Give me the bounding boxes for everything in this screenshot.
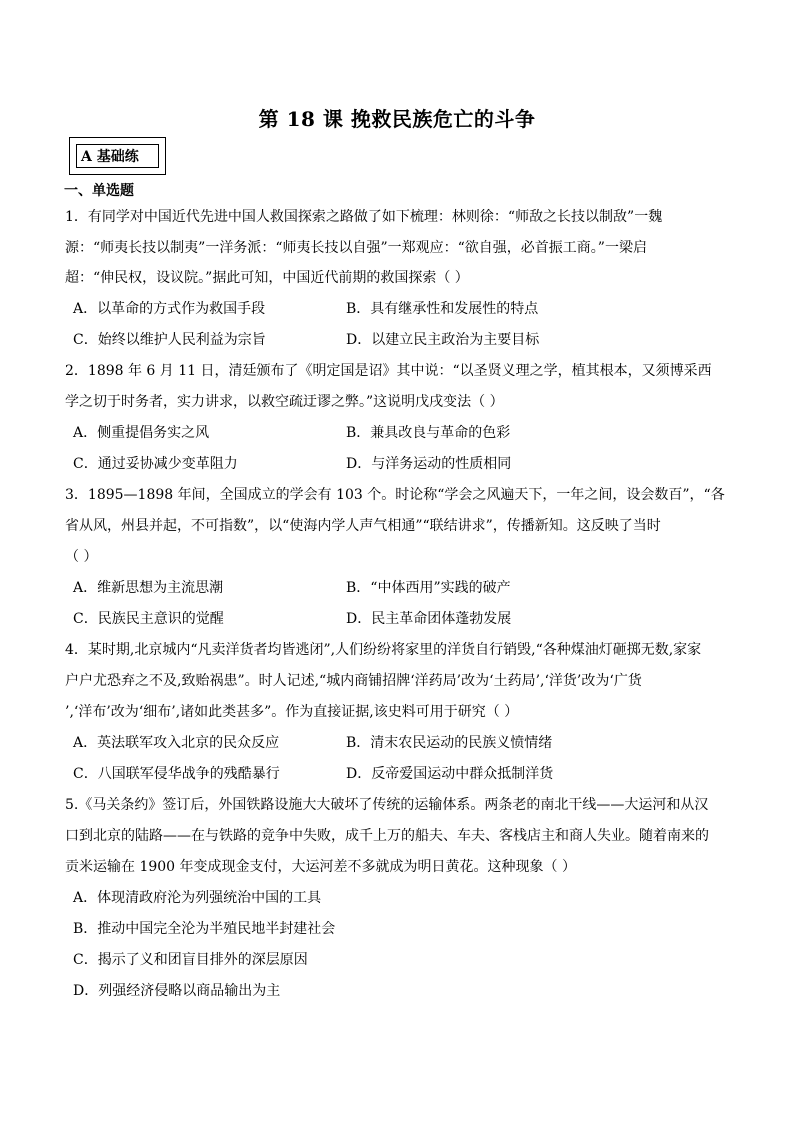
question-4-line-1: 4．某时期,北京城内“凡卖洋货者均皆逃闭”,人们纷纷将家里的洋货自行销毁,“各种煤油灯砸掷无数,家家 — [65, 642, 702, 658]
question-1-option-b[interactable]: B．具有继承性和发展性的特点 — [346, 301, 539, 317]
question-4-option-b[interactable]: B．清末农民运动的民族义愤情绪 — [346, 735, 553, 751]
question-5-option-c[interactable]: C．揭示了义和团盲目排外的深层原因 — [73, 952, 308, 968]
question-3-line-2: 省从风，州县并起，不可指数”，以“使海内学人声气相通”“联结讲求”，传播新知。这反映了当时 — [65, 518, 661, 534]
page-title: 第 18 课 挽救民族危亡的斗争 — [258, 107, 536, 131]
question-5-line-2: 口到北京的陆路——在与铁路的竞争中失败，成千上万的船夫、车夫、客栈店主和商人失业。随着南来的 — [65, 828, 709, 844]
question-3-option-c[interactable]: C．民族民主意识的觉醒 — [73, 611, 224, 627]
section-heading: 一、单选题 — [64, 183, 134, 199]
question-1-line-2: 源：“师夷长技以制夷”一洋务派：“师夷长技以自强”一郑观应：“欲自强，必首振工商。”一梁启 — [65, 240, 647, 256]
question-3-option-a[interactable]: A．维新思想为主流思潮 — [73, 580, 224, 596]
question-1-option-d[interactable]: D．以建立民主政治为主要目标 — [346, 332, 540, 348]
question-5-line-3: 贡米运输在 1900 年变成现金支付，大运河差不多就成为明日黄花。这种现象（ ） — [65, 859, 576, 875]
question-1-line-3: 超：“伸民权，设议院。”据此可知，中国近代前期的救国探索（ ） — [65, 270, 469, 286]
question-5-option-a[interactable]: A．体现清政府沦为列强统治中国的工具 — [73, 890, 322, 906]
question-1-line-1: 1．有同学对中国近代先进中国人救国探索之路做了如下梳理：林则徐：“师敌之长技以制敌”一魏 — [65, 209, 663, 225]
question-5-line-1: 5.《马关条约》签订后，外国铁路设施大大破坏了传统的运输体系。两条老的南北干线——大运河和从汉 — [65, 797, 709, 813]
question-1-option-c[interactable]: C．始终以维护人民利益为宗旨 — [73, 332, 266, 348]
question-5-option-d[interactable]: D．列强经济侵略以商品输出为主 — [73, 983, 281, 999]
question-2-option-a[interactable]: A．侧重提倡务实之风 — [73, 425, 210, 441]
question-2-option-c[interactable]: C．通过妥协减少变革阻力 — [73, 456, 238, 472]
question-4-option-c[interactable]: C．八国联军侵华战争的残酷暴行 — [73, 766, 280, 782]
question-2-line-2: 学之切于时务者，实力讲求，以救空疏迂谬之弊。”这说明戊戌变法（ ） — [65, 394, 504, 410]
question-2-line-1: 2．1898 年 6 月 11 日，清廷颁布了《明定国是诏》其中说：“以圣贤义理之学，植其根本，又须博采西 — [65, 363, 712, 379]
question-2-option-b[interactable]: B．兼具改良与革命的色彩 — [346, 425, 511, 441]
question-3-option-d[interactable]: D．民主革命团体蓬勃发展 — [346, 611, 512, 627]
question-4-line-3: ’,‘洋布’改为‘细布’,诸如此类甚多”。作为直接证据,该史料可用于研究（ ） — [65, 704, 519, 720]
section-label-box — [69, 137, 166, 175]
question-1-option-a[interactable]: A．以革命的方式作为救国手段 — [73, 301, 266, 317]
question-4-option-d[interactable]: D．反帝爱国运动中群众抵制洋货 — [346, 766, 554, 782]
question-4-option-a[interactable]: A．英法联军攻入北京的民众反应 — [73, 735, 280, 751]
question-5-option-b[interactable]: B．推动中国完全沦为半殖民地半封建社会 — [73, 921, 336, 937]
question-3-line-1: 3．1895—1898 年间，全国成立的学会有 103 个。时论称“学会之风遍天下，一年之间，设会数百”，“各 — [65, 487, 725, 503]
question-3-line-3: （ ） — [65, 549, 98, 565]
section-label: A 基础练 — [76, 144, 159, 168]
question-2-option-d[interactable]: D．与洋务运动的性质相同 — [346, 456, 512, 472]
question-4-line-2: 户户尤恐弃之不及,致贻祸患”。时人记述,“城内商铺招牌‘洋药局’改为‘土药局’,‘洋货’改为‘广货 — [65, 673, 642, 689]
question-3-option-b[interactable]: B．“中体西用”实践的破产 — [346, 580, 511, 596]
